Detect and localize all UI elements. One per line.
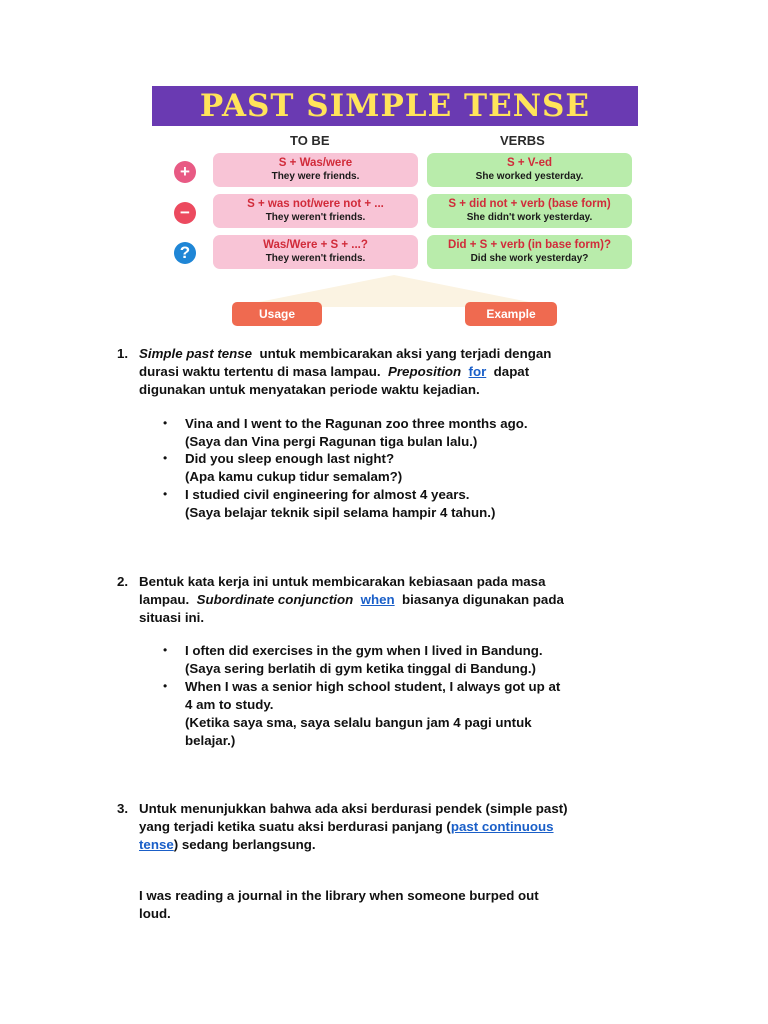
section-2-line-3: situasi ini. — [139, 610, 205, 625]
example: They were friends. — [271, 171, 360, 182]
bullet-icon: • — [163, 451, 168, 465]
bullet-icon: • — [163, 487, 168, 501]
example: They weren't friends. — [265, 212, 366, 223]
example-label: Example — [465, 302, 557, 326]
section-2-bullet-2-line-1: When I was a senior high school student, I always got up at — [185, 679, 561, 694]
link-for[interactable]: for — [468, 364, 487, 379]
term-preposition: Preposition — [388, 364, 462, 379]
text: lampau. — [139, 592, 190, 607]
section-1-bullet-1-id: (Saya dan Vina pergi Ragunan tiga bulan lalu.) — [185, 434, 478, 449]
plus-icon: + — [174, 161, 196, 183]
section-1-number: 1. — [117, 346, 129, 361]
infographic-title-banner — [152, 86, 638, 126]
to-be-question-box — [213, 235, 418, 269]
example: Did she work yesterday? — [470, 253, 589, 264]
section-2-number: 2. — [117, 574, 129, 589]
text: biasanya digunakan pada — [402, 592, 564, 607]
to-be-affirmative-box — [213, 153, 418, 187]
formula: S + did not + verb (base form) — [448, 198, 611, 210]
verbs-affirmative-box — [427, 153, 632, 187]
section-1-bullet-3-id: (Saya belajar teknik sipil selama hampir 4 tahun.) — [185, 505, 496, 520]
formula: S + Was/were — [278, 157, 353, 169]
section-1-bullet-1-en: Vina and I went to the Ragunan zoo three months ago. — [185, 416, 528, 431]
section-1-bullet-2-en: Did you sleep enough last night? — [185, 451, 395, 466]
text: durasi waktu tertentu di masa lampau. — [139, 364, 381, 379]
section-2-bullet-2-line-4: belajar.) — [185, 733, 236, 748]
section-3-line-1: Untuk menunjukkan bahwa ada aksi berdurasi pendek (simple past) — [139, 801, 568, 816]
text: untuk membicarakan aksi yang terjadi dengan — [259, 346, 552, 361]
link-when[interactable]: when — [360, 592, 395, 607]
term-subordinate-conjunction: Subordinate conjunction — [196, 592, 354, 607]
bullet-icon: • — [163, 416, 168, 430]
formula: S + V-ed — [506, 157, 553, 169]
verbs-question-box — [427, 235, 632, 269]
infographic-title: PAST SIMPLE TENSE — [199, 88, 591, 124]
text: ) sedang berlangsung. — [173, 837, 316, 852]
column-header-verbs: VERBS — [500, 133, 545, 148]
section-2-bullet-1-line-2: (Saya sering berlatih di gym ketika tinggal di Bandung.) — [185, 661, 536, 676]
formula: Was/Were + S + ...? — [263, 239, 368, 251]
section-3-line-2 — [139, 818, 554, 836]
section-1-line-3: digunakan untuk menyatakan periode waktu kejadian. — [139, 382, 480, 397]
example: She worked yesterday. — [475, 171, 584, 182]
section-3-number: 3. — [117, 801, 129, 816]
section-1-bullet-2-id: (Apa kamu cukup tidur semalam?) — [185, 469, 403, 484]
section-2-line-1: Bentuk kata kerja ini untuk membicarakan kebiasaan pada masa — [139, 574, 546, 589]
section-3-example-line-2: loud. — [139, 906, 171, 921]
column-header-to-be: TO BE — [290, 133, 330, 148]
minus-icon: − — [174, 202, 196, 224]
to-be-negative-box — [213, 194, 418, 228]
section-1-bullet-3-en: I studied civil engineering for almost 4 years. — [185, 487, 470, 502]
section-1-line-2 — [139, 363, 529, 381]
question-icon: ? — [174, 242, 196, 264]
formula: Did + S + verb (in base form)? — [448, 239, 611, 251]
text: dapat — [493, 364, 530, 379]
bullet-icon: • — [163, 679, 168, 693]
past-simple-tense-infographic — [152, 86, 638, 331]
term-simple-past-tense: Simple past tense — [139, 346, 253, 361]
section-3-example-line-1: I was reading a journal in the library when someone burped out — [139, 888, 539, 903]
verbs-negative-box — [427, 194, 632, 228]
section-1-line-1 — [139, 345, 551, 363]
formula: S + was not/were not + ... — [247, 198, 384, 210]
text: yang terjadi ketika suatu aksi berdurasi panjang ( — [139, 819, 451, 834]
section-2-line-2 — [139, 591, 564, 609]
example: She didn't work yesterday. — [466, 212, 593, 223]
link-past-continuous[interactable]: past continuous — [450, 819, 554, 834]
bullet-icon: • — [163, 643, 168, 657]
link-tense[interactable]: tense — [139, 837, 174, 852]
section-2-bullet-2-line-3: (Ketika saya sma, saya selalu bangun jam 4 pagi untuk — [185, 715, 532, 730]
section-3-line-3 — [139, 836, 316, 854]
section-2-bullet-1-line-1: I often did exercises in the gym when I lived in Bandung. — [185, 643, 543, 658]
section-2-bullet-2-line-2: 4 am to study. — [185, 697, 274, 712]
example: They weren't friends. — [265, 253, 366, 264]
usage-label: Usage — [232, 302, 322, 326]
